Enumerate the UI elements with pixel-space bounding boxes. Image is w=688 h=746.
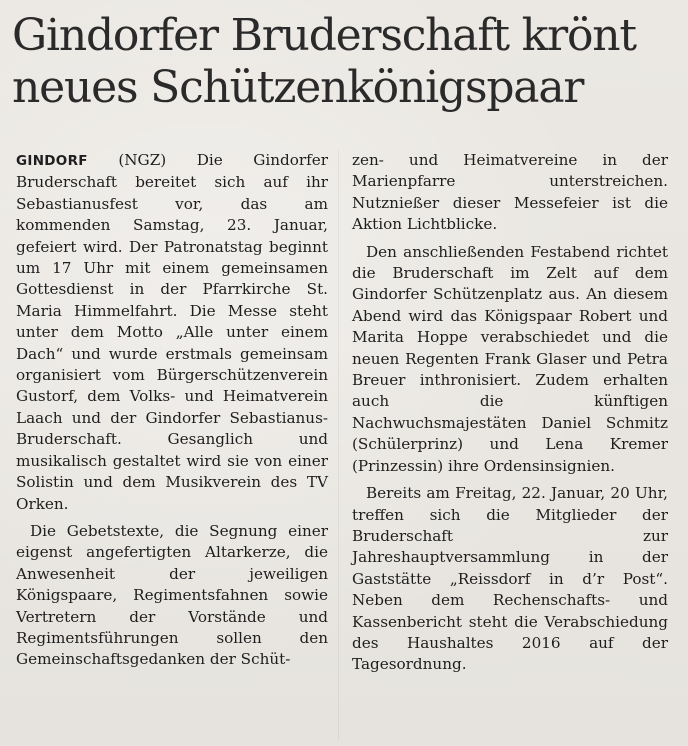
paragraph-4: Bereits am Freitag, 22. Januar, 20 Uhr, treffen sich die Mitglieder der Bruderschaft zur Jahreshauptversammlung in der Gaststätte „Reissdorf in d’r Post“. Neben dem Rechenschafts- und Kassenbericht steht die Verabschiedung des Haushaltes 2016 auf der Tagesordnung. — [352, 484, 668, 674]
agency-tag: (NGZ) — [118, 151, 167, 169]
dateline: GINDORF — [16, 153, 88, 169]
column-divider — [338, 150, 339, 740]
paragraph-2-continued: zen- und Heimatvereine in der Marienpfarre unterstreichen. Nutznießer dieser Messefeier ist die Aktion Lichtblicke. — [352, 151, 668, 234]
paragraph-1 — [16, 150, 328, 515]
paragraph-2: Die Gebetstexte, die Segnung einer eigenst angefertigten Altarkerze, die Anwesenheit der jeweiligen Königspaare, Regimentsfahnen sowie Vertretern der Vorstände und Regimentsführungen sollen den Gemeinschaftsgedanken der Schüt- — [16, 521, 328, 669]
article-column-left — [16, 150, 328, 671]
headline: Gindorfer Bruderschaft krönt neues Schützenkönigspaar — [12, 10, 636, 113]
paragraph-1-text: Die Gindorfer Bruderschaft bereitet sich auf ihr Sebastianusfest vor, das am kommenden Samstag, 23. Januar, gefeiert wird. Der Patronatstag beginnt um 17 Uhr mit einem gemeinsamen Gottesdienst in der Pfarrkirche St. Maria Himmelfahrt. Die Messe steht unter dem Motto „Alle unter einem Dach“ und wurde erstmals gemeinsam organisiert vom Bürgerschützenverein Gustorf, dem Volks- und Heimatverein Laach und der Gindorfer Sebastianus-Bruderschaft. Gesanglich und musikalisch gestaltet wird sie von einer Solistin und dem Musikverein des TV Orken. — [16, 151, 329, 513]
paragraph-3: Den anschließenden Festabend richtet die Bruderschaft im Zelt auf dem Gindorfer Schützenplatz aus. An diesem Abend wird das Königspaar Robert und Marita Hoppe verabschiedet und die neuen Regenten Frank Glaser und Petra Breuer inthronisiert. Zudem erhalten auch die künftigen Nachwuchsmajestäten Daniel Schmitz (Schülerprinz) und Lena Kremer (Prinzessin) ihre Ordensinsignien. — [352, 242, 668, 475]
article-column-right — [352, 150, 668, 676]
